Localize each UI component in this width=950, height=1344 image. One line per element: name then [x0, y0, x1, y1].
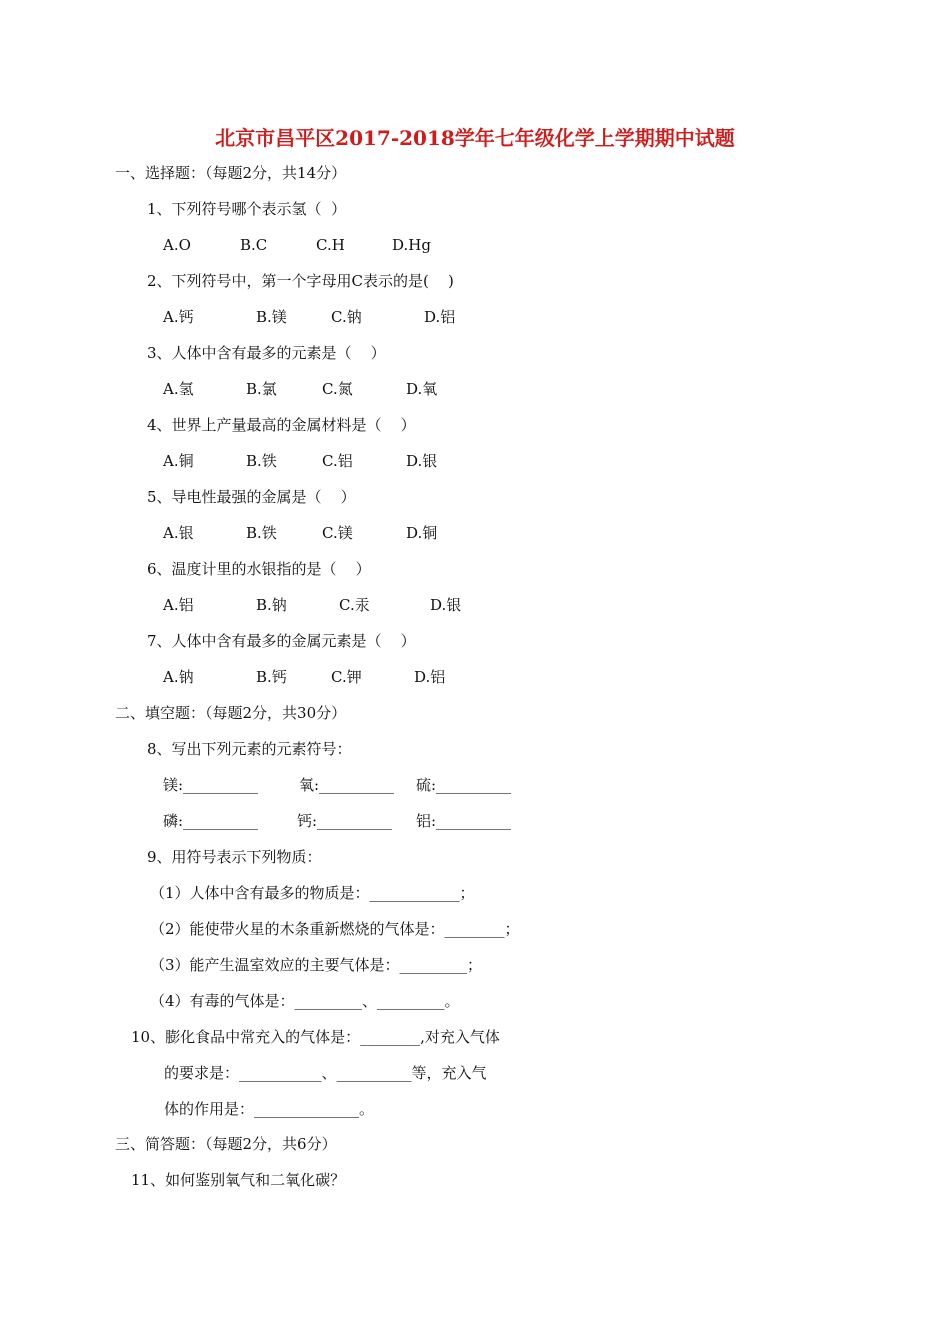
option-a: A.O — [163, 236, 191, 254]
option-d: D.铝 — [424, 308, 456, 326]
blank-calcium: 钙:__________ — [297, 812, 393, 830]
question-10: 10、膨化食品中常充入的气体是：________,对充入气体 — [131, 1028, 500, 1046]
option-b: B.C — [240, 236, 268, 254]
question-5: 5、导电性最强的金属是（ ） — [147, 488, 356, 506]
question-10-cont-2: 体的作用是：______________。 — [164, 1100, 375, 1118]
option-c: C.H — [316, 236, 345, 254]
page-title: 北京市昌平区2017-2018学年七年级化学上学期期中试题 — [215, 126, 735, 150]
question-9-part-4: （4）有毒的气体是：_________、_________。 — [150, 992, 460, 1010]
option-c: C.钾 — [331, 668, 362, 686]
option-c: C.钠 — [331, 308, 362, 326]
question-9: 9、用符号表示下列物质： — [147, 848, 322, 866]
option-c: C.镁 — [322, 524, 353, 542]
question-9-part-2: （2）能使带火星的木条重新燃烧的气体是：________； — [150, 920, 520, 938]
option-d: D.铝 — [414, 668, 446, 686]
question-6: 6、温度计里的水银指的是（ ） — [147, 560, 371, 578]
option-d: D.铜 — [406, 524, 438, 542]
option-d: D.Hg — [392, 236, 431, 254]
section-choice-heading: 一、选择题：（每题2分，共14分） — [115, 164, 347, 182]
section-fill-heading: 二、填空题：（每题2分，共30分） — [115, 704, 347, 722]
option-c: C.氮 — [322, 380, 353, 398]
option-b: B.铁 — [246, 524, 277, 542]
option-c: C.汞 — [339, 596, 370, 614]
option-b: B.镁 — [256, 308, 287, 326]
question-3: 3、人体中含有最多的元素是（ ） — [147, 344, 386, 362]
option-a: A.钙 — [163, 308, 194, 326]
option-b: B.氯 — [246, 380, 277, 398]
option-b: B.钙 — [256, 668, 287, 686]
question-8: 8、写出下列元素的元素符号： — [147, 740, 352, 758]
option-d: D.银 — [430, 596, 462, 614]
option-d: D.氧 — [406, 380, 438, 398]
option-a: A.氢 — [163, 380, 194, 398]
option-a: A.铜 — [163, 452, 194, 470]
question-9-part-3: （3）能产生温室效应的主要气体是：_________； — [150, 956, 483, 974]
option-b: B.铁 — [246, 452, 277, 470]
blank-aluminum: 铝:__________ — [416, 812, 512, 830]
blank-sulfur: 硫:__________ — [416, 776, 512, 794]
question-10-cont-1: 的要求是：___________、__________等，充入气 — [164, 1064, 487, 1082]
question-11: 11、如何鉴别氧气和二氧化碳？ — [131, 1171, 346, 1189]
blank-oxygen: 氧:__________ — [299, 776, 395, 794]
question-2: 2、下列符号中，第一个字母用C表示的是( ) — [147, 272, 454, 290]
option-a: A.钠 — [163, 668, 194, 686]
option-a: A.铝 — [163, 596, 194, 614]
question-1: 1、下列符号哪个表示氢（ ） — [147, 200, 347, 218]
question-7: 7、人体中含有最多的金属元素是（ ） — [147, 632, 416, 650]
section-short-answer-heading: 三、简答题：（每题2分，共6分） — [115, 1135, 337, 1153]
option-d: D.银 — [406, 452, 438, 470]
option-c: C.铝 — [322, 452, 353, 470]
blank-phosphorus: 磷:__________ — [163, 812, 259, 830]
blank-magnesium: 镁:__________ — [163, 776, 259, 794]
question-9-part-1: （1）人体中含有最多的物质是：____________； — [150, 884, 475, 902]
option-a: A.银 — [163, 524, 194, 542]
question-4: 4、世界上产量最高的金属材料是（ ） — [147, 416, 416, 434]
option-b: B.钠 — [256, 596, 287, 614]
